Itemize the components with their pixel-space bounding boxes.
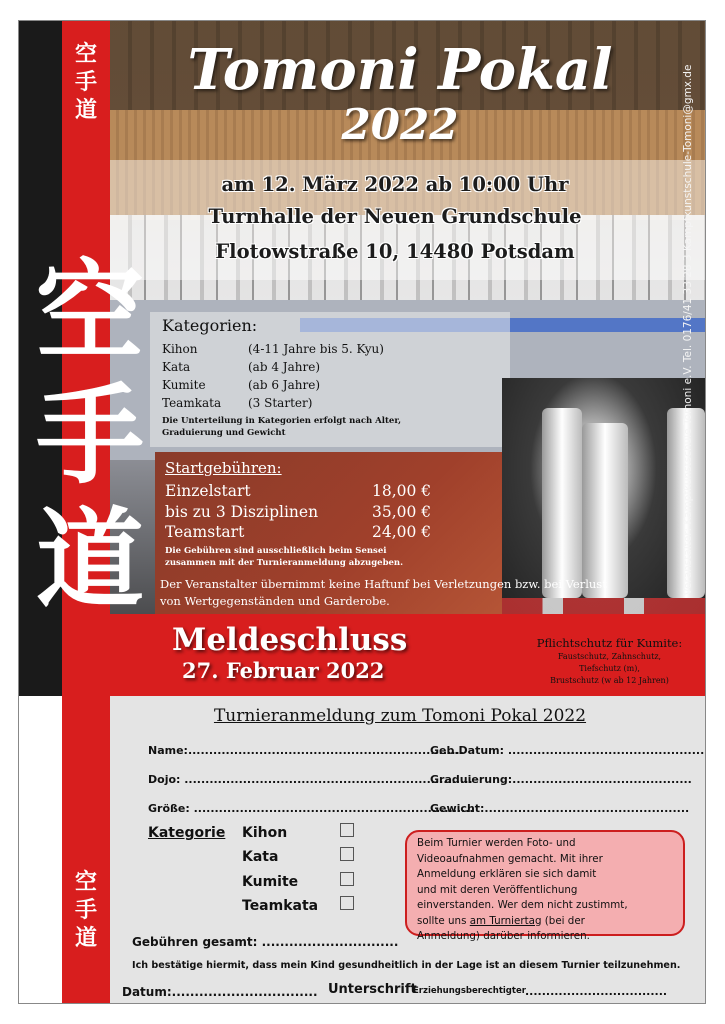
kanji-top (62, 40, 110, 124)
categories-note: Graduierung und Gewicht (162, 428, 286, 438)
fee-amount: 18,00 € (372, 482, 432, 500)
signature-label: Unterschrift (328, 982, 417, 997)
organizer-contact (678, 50, 698, 610)
notice-line: einverstanden. Wer dem nicht zustimmt, (417, 899, 628, 911)
category-name: Teamkata (162, 396, 222, 410)
categories-heading: Kategorien: (162, 316, 258, 335)
event-address: Flotowstraße 10, 14480 Potsdam (215, 240, 575, 263)
notice-line: Beim Turnier werden Foto- und (417, 837, 576, 849)
deadline-date: 27. Februar 2022 (182, 658, 385, 683)
kanji-char: 空 (74, 41, 97, 67)
kanji-char: 道 (74, 925, 97, 951)
kanji-char: 手 (74, 897, 97, 923)
option-kihon-label: Kihon (242, 825, 288, 841)
category-name: Kihon (162, 342, 198, 356)
notice-text: (bei der (541, 914, 585, 927)
notice-line: Videoaufnahmen gemacht. Mit ihrer (417, 852, 603, 865)
protection-heading: Pflichtschutz für Kumite: (536, 636, 683, 650)
event-venue: Turnhalle der Neuen Grundschule (208, 205, 582, 228)
category-detail: (3 Starter) (248, 396, 313, 410)
kanji-bottom (62, 868, 110, 952)
category-name: Kumite (162, 378, 206, 392)
event-date: am 12. März 2022 ab 10:00 Uhr (221, 173, 569, 196)
photo-notice (405, 830, 685, 942)
notice-line: Anmeldung) darüber informieren. (417, 930, 590, 942)
protection-line: Brustschutz (w ab 12 Jahren) (550, 676, 669, 685)
option-kumite-label: Kumite (242, 874, 299, 890)
liability-note: Der Veranstalter übernimmt keine Haftunf bei Verletzungen bzw. bei Verlust (160, 577, 607, 591)
fee-label: bis zu 3 Disziplinen (165, 503, 319, 521)
kanji-large (30, 250, 150, 622)
notice-text: sollte uns (417, 914, 470, 927)
option-kata-label: Kata (242, 849, 279, 865)
fee-amount: 35,00 € (372, 503, 432, 521)
fee-amount: 24,00 € (372, 523, 432, 541)
kata-checkbox[interactable] (340, 847, 354, 861)
category-detail: (ab 4 Jahre) (248, 360, 320, 374)
organizer-contact-text: Veranstalter: Kampfkunstschule Tomoni e.V. Tel. 0176/41 33 28 3 Kampfkunstschule-Tomoni@gmx.de (682, 64, 694, 596)
kanji-char: 手 (35, 373, 144, 499)
category-detail: (4-11 Jahre bis 5. Kyu) (248, 342, 384, 356)
fee-label: Teamstart (165, 523, 245, 541)
kanji-char: 道 (35, 497, 144, 623)
event-title: Tomoni Pokal (187, 37, 613, 103)
weight-field[interactable]: Gewicht:................................................. (430, 802, 690, 815)
event-year: 2022 (341, 100, 459, 149)
notice-line: und mit deren Veröffentlichung (417, 883, 578, 896)
kumite-checkbox[interactable] (340, 872, 354, 886)
liability-note: von Wertgegenständen und Garderobe. (160, 594, 390, 608)
fees-total-field[interactable]: Gebühren gesamt: .............................. (132, 935, 399, 949)
notice-line: Anmeldung erklären sie sich damit (417, 868, 597, 880)
name-field[interactable]: Name:.................................................................. (148, 744, 464, 757)
fees-heading: Startgebühren: (165, 459, 282, 477)
fees-note: zusammen mit der Turnieranmeldung abzugeben. (165, 558, 404, 568)
confirmation-text: Ich bestätige hiermit, dass mein Kind gesundheitlich in der Lage ist an diesem Turnier teilzunehmen. (132, 960, 681, 971)
protection-line: Faustschutz, Zahnschutz, (557, 652, 662, 661)
signature-sub-label: Erziehungsberechtigter (413, 986, 526, 996)
birthdate-field[interactable]: Geb.Datum: ............................................... (430, 744, 705, 757)
grade-field[interactable]: Graduierung:........................................... (430, 773, 692, 786)
notice-text-underlined: am Turniertag (469, 914, 542, 927)
fees-note: Die Gebühren sind ausschließlich beim Sensei (165, 546, 387, 556)
dojo-field[interactable]: Dojo: ..................................................................... (148, 773, 473, 786)
deadline-label: Meldeschluss (172, 622, 408, 658)
form-title: Turnieranmeldung zum Tomoni Pokal 2022 (213, 706, 587, 726)
date-field[interactable]: Datum:................................ (122, 985, 318, 999)
notice-line (417, 914, 673, 930)
kihon-checkbox[interactable] (340, 823, 354, 837)
protection-line: Tiefschutz (m), (579, 664, 640, 673)
option-teamkata-label: Teamkata (242, 898, 319, 914)
fee-label: Einzelstart (165, 482, 251, 500)
kanji-char: 手 (74, 69, 97, 95)
category-name: Kata (162, 360, 191, 374)
size-field[interactable]: Größe: ................................................................... (148, 802, 474, 815)
kanji-char: 空 (74, 869, 97, 895)
kanji-char: 空 (35, 249, 144, 375)
categories-note: Die Unterteilung in Kategorien erfolgt nach Alter, (162, 416, 402, 426)
kategorie-label: Kategorie (148, 825, 226, 841)
category-detail: (ab 6 Jahre) (248, 378, 320, 392)
kanji-char: 道 (74, 97, 97, 123)
teamkata-checkbox[interactable] (340, 896, 354, 910)
signature-field[interactable]: .................................. (525, 985, 668, 998)
